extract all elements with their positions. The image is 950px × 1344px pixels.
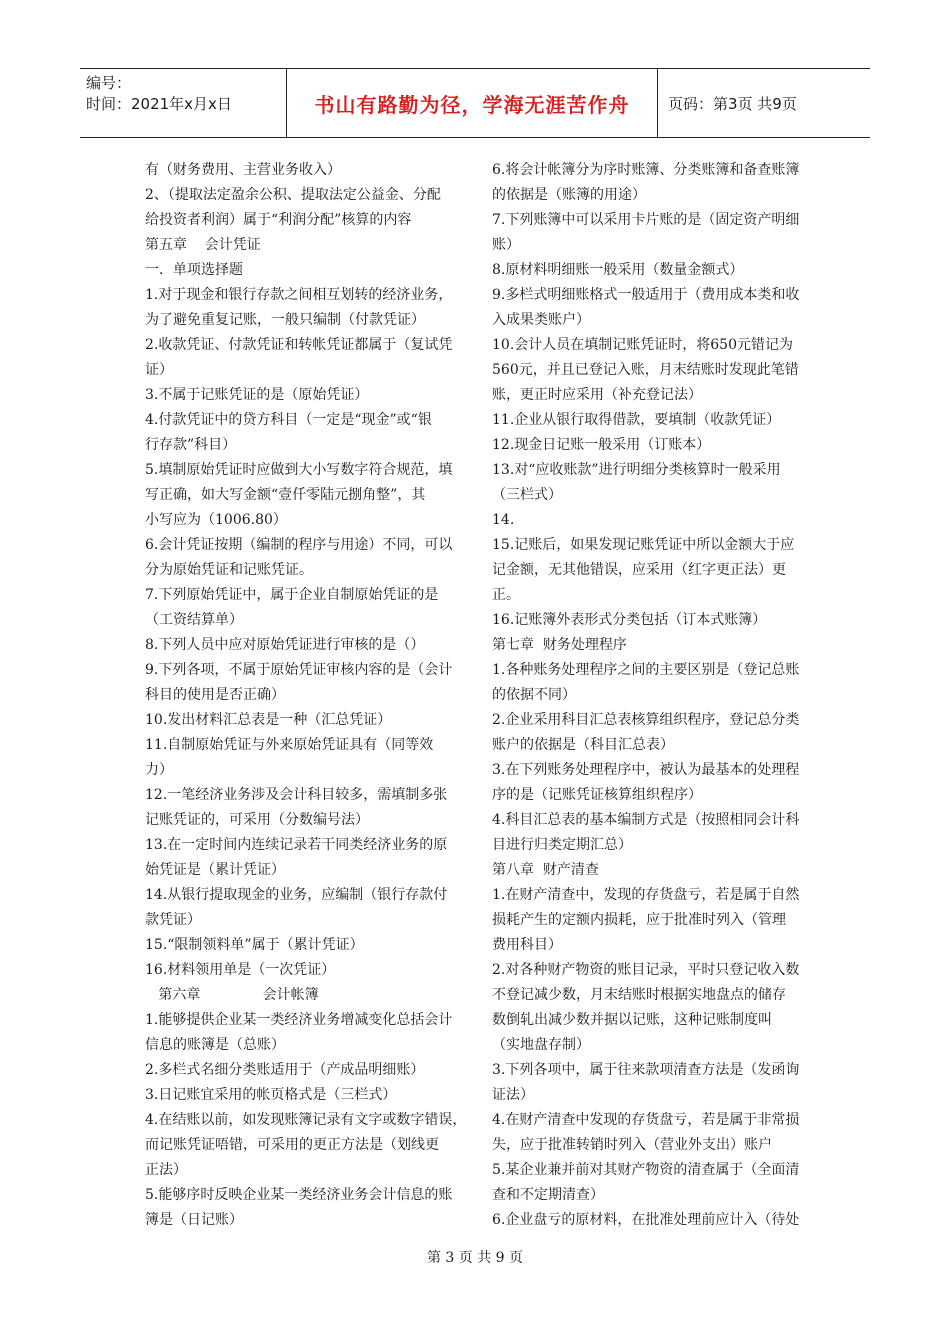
- text-line: 始凭证是（累计凭证）: [145, 862, 285, 878]
- text-line: 不登记减少数，月末结账时根据实地盘点的储存: [492, 987, 786, 1003]
- text-line: 正法）: [145, 1162, 187, 1178]
- text-line: 13.在一定时间内连续记录若干同类经济业务的原: [145, 837, 448, 853]
- text-line: 入成果类账户）: [492, 312, 590, 328]
- text-line: 目进行归类定期汇总）: [492, 837, 632, 853]
- text-line: 10.会计人员在填制记账凭证时，将650元错记为: [492, 337, 793, 353]
- text-line: 3.不属于记账凭证的是（原始凭证）: [145, 387, 369, 403]
- text-line: 6.将会计帐簿分为序时账簿、分类账簿和备查账簿: [492, 162, 800, 178]
- text-line: 的依据是（账簿的用途）: [492, 187, 646, 203]
- text-line: 费用科目）: [492, 937, 562, 953]
- document-header: [80, 68, 870, 138]
- text-line: 6.企业盘亏的原材料，在批准处理前应计入（待处: [492, 1212, 800, 1228]
- text-line: 4.科目汇总表的基本编制方式是（按照相同会计科: [492, 812, 800, 828]
- text-line: 证法）: [492, 1087, 534, 1103]
- text-line: 2.企业采用科目汇总表核算组织程序，登记总分类: [492, 712, 800, 728]
- text-line: 14.: [492, 512, 515, 528]
- text-line: 15.“限制领料单”属于（累计凭证）: [145, 937, 364, 953]
- text-line: 力）: [145, 762, 173, 778]
- text-line: 3.下列各项中，属于往来款项清查方法是（发函询: [492, 1062, 800, 1078]
- text-line: 数倒轧出减少数并据以记账，这种记账制度叫: [492, 1012, 772, 1028]
- text-line: 3.在下列账务处理程序中，被认为最基本的处理程: [492, 762, 800, 778]
- text-line: 查和不定期清查）: [492, 1187, 604, 1203]
- text-line: 第八章 财产清查: [492, 862, 599, 878]
- header-meta: [80, 69, 287, 137]
- text-line: 11.自制原始凭证与外来原始凭证具有（同等效: [145, 737, 434, 753]
- text-line: 11.企业从银行取得借款，要填制（收款凭证）: [492, 412, 781, 428]
- text-line: 第六章 会计帐簿: [145, 987, 319, 1003]
- text-line: （工资结算单）: [145, 612, 243, 628]
- text-line: 行存款”科目）: [145, 437, 237, 453]
- text-line: 8.原材料明细账一般采用（数量金额式）: [492, 262, 744, 278]
- text-line: 一．单项选择题: [145, 262, 243, 278]
- text-line: 第五章 会计凭证: [145, 237, 261, 253]
- page-footer: 第 3 页 共 9 页: [426, 1250, 524, 1266]
- text-line: 12.现金日记账一般采用（订账本）: [492, 437, 711, 453]
- date-label: 时间：2021年x月x日: [86, 95, 232, 113]
- text-line: 1.各种账务处理程序之间的主要区别是（登记总账: [492, 662, 800, 678]
- text-line: 信息的账簿是（总账）: [145, 1037, 285, 1053]
- text-line: 有（财务费用、主营业务收入）: [145, 162, 341, 178]
- text-line: 13.对“应收账款”进行明细分类核算时一般采用: [492, 462, 781, 478]
- text-line: 账）: [492, 237, 520, 253]
- text-line: 4.付款凭证中的贷方科目（一定是“现金”或“银: [145, 412, 432, 428]
- text-line: 簿是（日记账）: [145, 1212, 243, 1228]
- text-line: （三栏式）: [492, 487, 562, 503]
- text-line: 2.收款凭证、付款凭证和转帐凭证都属于（复试凭: [145, 337, 453, 353]
- text-line: 2、（提取法定盈余公积、提取法定公益金、分配: [145, 187, 441, 203]
- left-column: [145, 158, 467, 1233]
- text-line: 记账凭证的，可采用（分数编号法）: [145, 812, 369, 828]
- text-line: 账，更正时应采用（补充登记法）: [492, 387, 702, 403]
- text-line: 分为原始凭证和记账凭证。: [145, 562, 313, 578]
- text-line: 给投资者利润）属于“利润分配”核算的内容: [145, 212, 412, 228]
- text-line: 2.多栏式名细分类账适用于（产成品明细账）: [145, 1062, 425, 1078]
- text-line: 4.在结账以前，如发现账簿记录有文字或数字错误，: [145, 1112, 467, 1128]
- text-line: 12.一笔经济业务涉及会计科目较多，需填制多张: [145, 787, 448, 803]
- text-line: 序的是（记账凭证核算组织程序）: [492, 787, 702, 803]
- text-line: 15.记账后，如果发现记账凭证中所以金额大于应: [492, 537, 795, 553]
- page-indicator: 页码：第3页 共9页: [668, 94, 797, 113]
- text-line: 6.会计凭证按期（编制的程序与用途）不同，可以: [145, 537, 453, 553]
- text-line: 2.对各种财产物资的账目记录，平时只登记收入数: [492, 962, 800, 978]
- text-line: 写正确，如大写金额“壹仟零陆元捌角整”，其: [145, 487, 426, 503]
- text-line: 1.对于现金和银行存款之间相互划转的经济业务，: [145, 287, 453, 303]
- text-line: 16.记账簿外表形式分类包括（订本式账簿）: [492, 612, 767, 628]
- text-line: 3.日记账宜采用的帐页格式是（三栏式）: [145, 1087, 397, 1103]
- text-line: 失，应于批准转销时列入（营业外支出）账户: [492, 1137, 772, 1153]
- motto: 书山有路勤为径，学海无涯苦作舟: [287, 69, 658, 137]
- text-line: 账户的依据是（科目汇总表）: [492, 737, 674, 753]
- text-line: 8.下列人员中应对原始凭证进行审核的是（）: [145, 637, 425, 653]
- text-line: 第七章 财务处理程序: [492, 637, 627, 653]
- text-line: 4.在财产清查中发现的存货盘亏，若是属于非常损: [492, 1112, 800, 1128]
- text-line: 款凭证）: [145, 912, 201, 928]
- number-label: 编号：: [86, 74, 132, 92]
- text-line: 7.下列原始凭证中，属于企业自制原始凭证的是: [145, 587, 439, 603]
- text-line: 560元，并且已登记入账，月末结账时发现此笔错: [492, 362, 799, 378]
- text-line: 正。: [492, 587, 520, 603]
- text-line: 5.填制原始凭证时应做到大小写数字符合规范，填: [145, 462, 453, 478]
- right-column: [492, 158, 810, 1233]
- text-line: 16.材料领用单是（一次凭证）: [145, 962, 336, 978]
- text-line: 1.能够提供企业某一类经济业务增减变化总括会计: [145, 1012, 453, 1028]
- text-line: 而记账凭证唔错，可采用的更正方法是（划线更: [145, 1137, 439, 1153]
- text-line: 5.能够序时反映企业某一类经济业务会计信息的账: [145, 1187, 453, 1203]
- text-line: 损耗产生的定额内损耗，应于批准时列入（管理: [492, 912, 786, 928]
- text-line: 10.发出材料汇总表是一种（汇总凭证）: [145, 712, 392, 728]
- text-line: 记金额，无其他错误，应采用（红字更正法）更: [492, 562, 786, 578]
- text-line: 9.下列各项，不属于原始凭证审核内容的是（会计: [145, 662, 453, 678]
- text-line: 的依据不同）: [492, 687, 576, 703]
- text-line: 7.下列账簿中可以采用卡片账的是（固定资产明细: [492, 212, 800, 228]
- text-line: 5.某企业兼并前对其财产物资的清查属于（全面清: [492, 1162, 800, 1178]
- text-line: 科目的使用是否正确）: [145, 687, 285, 703]
- text-line: 14.从银行提取现金的业务，应编制（银行存款付: [145, 887, 448, 903]
- text-line: 小写应为（1006.80）: [145, 512, 287, 528]
- text-line: 9.多栏式明细账格式一般适用于（费用成本类和收: [492, 287, 800, 303]
- text-line: 证）: [145, 362, 173, 378]
- text-line: （实地盘存制）: [492, 1037, 590, 1053]
- text-line: 为了避免重复记账，一般只编制（付款凭证）: [145, 312, 425, 328]
- text-line: 1.在财产清查中，发现的存货盘亏，若是属于自然: [492, 887, 800, 903]
